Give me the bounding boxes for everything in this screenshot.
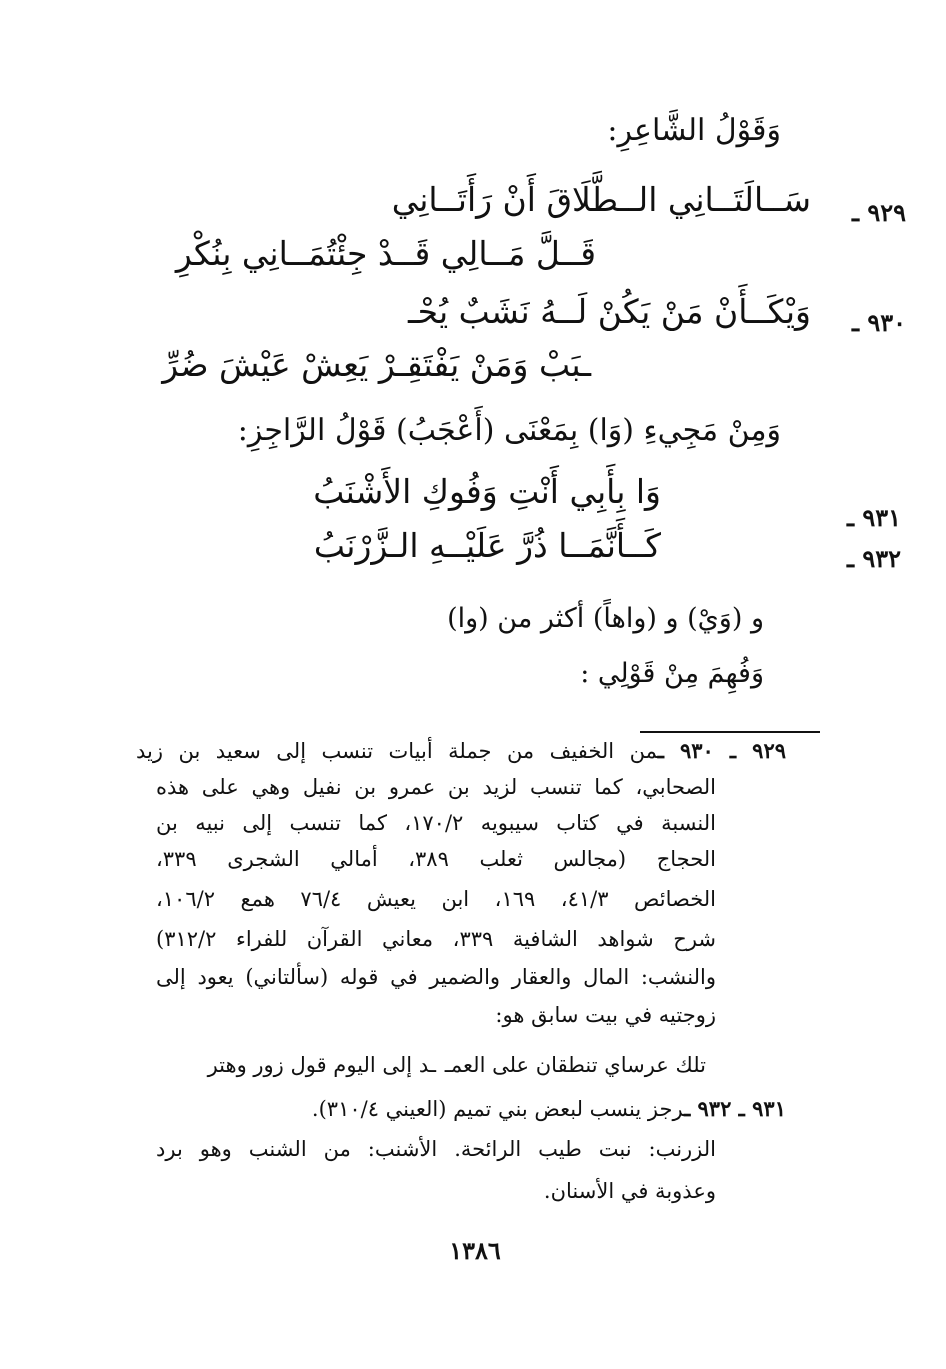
footnote-1-line-7: والنشب: المال والعقار والضمير في قوله (سألتاني) يعود إلى (156, 965, 716, 989)
verse-number-931: ٩٣١ ـ (846, 503, 901, 532)
footnote-2-text: رجز ينسب لبعض بني تميم (العيني ٣١٠/٤). (311, 1097, 685, 1121)
footnote-1-line-1 (136, 736, 786, 766)
footnote-1-line-3: النسبة في كتاب سيبويه ١٧٠/٢، كما تنسب إلى نبيه بن (156, 811, 716, 835)
footnote-2-line-1 (312, 1094, 786, 1124)
footnote-2-line-3: وعذوبة في الأسنان. (543, 1179, 716, 1203)
footnote-1-line-2: الصحابي، كما تنسب لزيد بن عمرو بن نفيل وهي على هذه (156, 775, 716, 799)
verse-931-text: وَا بِأَبِي أَنْتِ وَفُوكِ الأَشْنَبُ (313, 472, 661, 511)
verse-930-first-hemistich: وَيْكَــأَنْ مَنْ يَكُنْ لَــهُ نَشَبٌ يُحْـ (407, 292, 811, 331)
quoted-verse-first: تلك عرساي تنطقان على العمـ (444, 1053, 706, 1077)
page-number: ١٣٨٦ (449, 1236, 501, 1265)
intro-poet: وَقَوْلُ الشَّاعِرِ: (607, 113, 781, 148)
verse-number-929: ٩٢٩ ـ (851, 198, 906, 227)
verse-number-932: ٩٣٢ ـ (846, 544, 901, 573)
verse-number-930: ٩٣٠ ـ (851, 308, 906, 337)
verse-929-second-hemistich: قَــلَّ مَــالِي قَــدْ جِئْتُمَــانِي بِنُكْرِ (175, 234, 596, 273)
footnote-1-ref: ٩٢٩ ـ ٩٣٠ ـ (657, 738, 787, 763)
footnote-1-text: من الخفيف من جملة أبيات تنسب إلى سعيد بن زيد (136, 739, 658, 763)
footnote-1-line-4: الحجاج (مجالس ثعلب ٣٨٩، أمالي الشجرى ٣٣٩، (156, 847, 716, 871)
verse-929-first-hemistich: سَــالَتَــانِي الــطَّلَاقَ أَنْ رَأَتَــانِي (391, 180, 811, 219)
verse-932-text: كَــأَنَّمَــا ذُرَّ عَلَيْــهِ الـزَّرْنَبُ (313, 526, 661, 565)
quoted-verse-second: ـد إلى اليوم قول زور وهتر (207, 1053, 436, 1077)
footnote-separator (640, 731, 820, 733)
prose-line-1: و (وَيْ) و (واهاً) أكثر من (وا) (447, 603, 764, 634)
footnote-2-line-2: الزرنب: نبت طيب الرائحة. الأشنب: من الشنب وهو برد (156, 1137, 716, 1161)
verse-930-second-hemistich: ـبَبْ وَمَنْ يَفْتَقِـرْ يَعِشْ عَيْشَ ضُرِّ (162, 345, 591, 384)
footnote-2-ref: ٩٣١ ـ ٩٣٢ ـ (684, 1096, 786, 1121)
footnote-1-line-6: شرح شواهد الشافية ٣٣٩، معاني القرآن للفراء ٣١٢/٢) (156, 927, 717, 951)
footnote-1-line-8: زوجتيه في بيت سابق هو: (495, 1003, 716, 1027)
intro-rajaz: وَمِنْ مَجِيءِ (وَا) بِمَعْنَى (أَعْجَبُ) قَوْلُ الرَّاجِزِ: (237, 413, 781, 448)
footnote-1-line-5: الخصائص ٤١/٣، ١٦٩، ابن يعيش ٧٦/٤ همع ١٠٦/٢، (156, 887, 716, 911)
prose-line-2: وَفُهِمَ مِنْ قَوْلِي : (580, 658, 764, 689)
